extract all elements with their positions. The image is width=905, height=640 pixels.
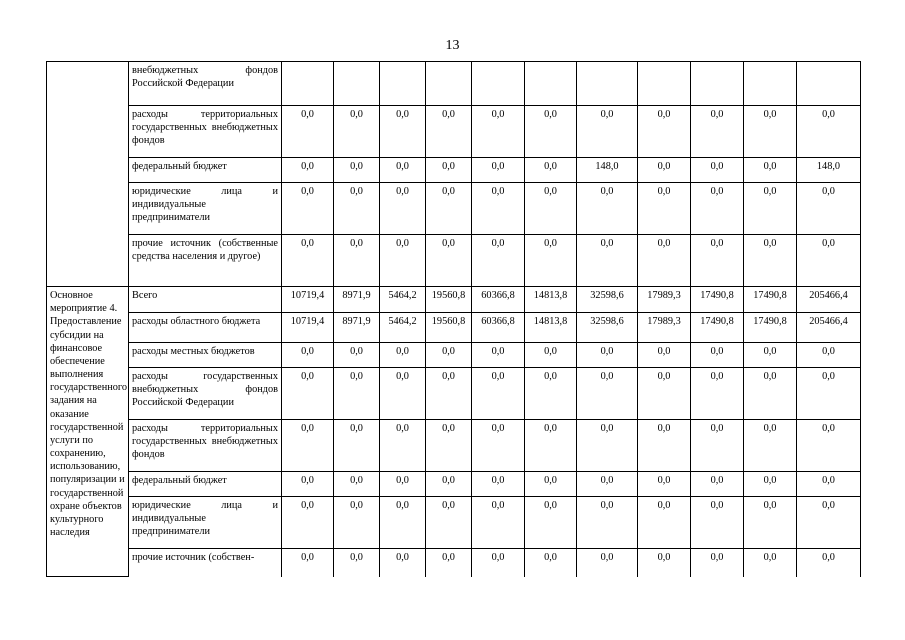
value-cell: 0,0 bbox=[334, 420, 380, 472]
value-cell: 8971,9 bbox=[334, 313, 380, 343]
value-cell: 0,0 bbox=[525, 235, 577, 287]
value-cell: 0,0 bbox=[638, 235, 691, 287]
funding-source-cell: расходы областного бюджета bbox=[129, 313, 282, 343]
value-cell: 17490,8 bbox=[744, 287, 797, 313]
event-cell: Основное мероприятие 4. Предоставление субсидии на финансовое обеспечение выполнения государственного задания на оказание государственной услуги по сохранению, использованию, популяризации и государственной охране объектов культурного наследия bbox=[47, 287, 129, 577]
funding-source-cell: прочие источник (собственные средства населения и другое) bbox=[129, 235, 282, 287]
value-cell: 0,0 bbox=[282, 549, 334, 577]
value-cell: 0,0 bbox=[797, 497, 861, 549]
value-cell: 148,0 bbox=[577, 158, 638, 183]
value-cell: 0,0 bbox=[282, 420, 334, 472]
value-cell: 0,0 bbox=[472, 106, 525, 158]
value-cell: 205466,4 bbox=[797, 313, 861, 343]
value-cell bbox=[691, 62, 744, 106]
table-row bbox=[47, 497, 861, 549]
value-cell: 0,0 bbox=[797, 106, 861, 158]
value-cell: 0,0 bbox=[744, 158, 797, 183]
value-cell bbox=[334, 62, 380, 106]
value-cell: 0,0 bbox=[472, 368, 525, 420]
value-cell bbox=[525, 62, 577, 106]
value-cell: 0,0 bbox=[380, 343, 426, 368]
value-cell: 0,0 bbox=[797, 235, 861, 287]
value-cell: 0,0 bbox=[380, 420, 426, 472]
value-cell: 0,0 bbox=[282, 368, 334, 420]
funding-source-cell: Всего bbox=[129, 287, 282, 313]
funding-source-cell: расходы государственных внебюджетных фондов Российской Федерации bbox=[129, 368, 282, 420]
value-cell: 0,0 bbox=[577, 343, 638, 368]
value-cell: 19560,8 bbox=[426, 287, 472, 313]
value-cell: 0,0 bbox=[691, 106, 744, 158]
value-cell: 0,0 bbox=[472, 497, 525, 549]
value-cell: 0,0 bbox=[426, 343, 472, 368]
value-cell: 0,0 bbox=[797, 420, 861, 472]
value-cell: 0,0 bbox=[282, 343, 334, 368]
value-cell: 17490,8 bbox=[744, 313, 797, 343]
value-cell: 0,0 bbox=[691, 472, 744, 497]
value-cell: 0,0 bbox=[744, 549, 797, 577]
table-row bbox=[47, 62, 861, 106]
value-cell: 0,0 bbox=[426, 368, 472, 420]
table-row bbox=[47, 343, 861, 368]
value-cell: 0,0 bbox=[426, 420, 472, 472]
table-row bbox=[47, 287, 861, 313]
value-cell: 0,0 bbox=[380, 183, 426, 235]
value-cell: 0,0 bbox=[638, 343, 691, 368]
table-row bbox=[47, 368, 861, 420]
funding-source-cell: расходы местных бюджетов bbox=[129, 343, 282, 368]
value-cell bbox=[638, 62, 691, 106]
funding-source-cell: прочие источник (собствен- bbox=[129, 549, 282, 577]
value-cell: 17989,3 bbox=[638, 287, 691, 313]
value-cell: 0,0 bbox=[472, 158, 525, 183]
value-cell: 0,0 bbox=[577, 106, 638, 158]
value-cell: 0,0 bbox=[577, 549, 638, 577]
value-cell: 0,0 bbox=[426, 235, 472, 287]
funding-source-cell: внебюджетных фондов Российской Федерации bbox=[129, 62, 282, 106]
value-cell: 0,0 bbox=[691, 235, 744, 287]
value-cell: 0,0 bbox=[334, 158, 380, 183]
value-cell: 0,0 bbox=[577, 472, 638, 497]
value-cell: 0,0 bbox=[577, 183, 638, 235]
value-cell: 0,0 bbox=[380, 106, 426, 158]
value-cell: 0,0 bbox=[334, 343, 380, 368]
value-cell: 0,0 bbox=[525, 472, 577, 497]
value-cell: 0,0 bbox=[525, 158, 577, 183]
value-cell: 0,0 bbox=[472, 472, 525, 497]
value-cell: 0,0 bbox=[472, 343, 525, 368]
value-cell: 0,0 bbox=[472, 235, 525, 287]
value-cell: 32598,6 bbox=[577, 287, 638, 313]
value-cell: 0,0 bbox=[638, 106, 691, 158]
value-cell: 0,0 bbox=[334, 183, 380, 235]
funding-source-cell: юридические лица и индивидуальные предприниматели bbox=[129, 183, 282, 235]
value-cell: 60366,8 bbox=[472, 287, 525, 313]
value-cell: 0,0 bbox=[472, 183, 525, 235]
value-cell: 0,0 bbox=[282, 106, 334, 158]
value-cell: 0,0 bbox=[426, 106, 472, 158]
value-cell: 0,0 bbox=[282, 158, 334, 183]
table-row bbox=[47, 158, 861, 183]
value-cell: 0,0 bbox=[525, 183, 577, 235]
value-cell: 205466,4 bbox=[797, 287, 861, 313]
value-cell: 0,0 bbox=[638, 549, 691, 577]
value-cell: 0,0 bbox=[638, 158, 691, 183]
table-row bbox=[47, 472, 861, 497]
value-cell: 19560,8 bbox=[426, 313, 472, 343]
value-cell: 0,0 bbox=[638, 368, 691, 420]
funding-source-cell: расходы территориальных государственных внебюджетных фондов bbox=[129, 106, 282, 158]
value-cell: 0,0 bbox=[744, 235, 797, 287]
value-cell: 0,0 bbox=[426, 472, 472, 497]
value-cell: 0,0 bbox=[577, 420, 638, 472]
value-cell: 0,0 bbox=[380, 497, 426, 549]
value-cell: 17989,3 bbox=[638, 313, 691, 343]
value-cell: 17490,8 bbox=[691, 287, 744, 313]
value-cell: 0,0 bbox=[282, 497, 334, 549]
value-cell: 0,0 bbox=[525, 343, 577, 368]
value-cell: 0,0 bbox=[797, 343, 861, 368]
value-cell: 0,0 bbox=[638, 497, 691, 549]
value-cell: 0,0 bbox=[744, 497, 797, 549]
value-cell: 0,0 bbox=[638, 472, 691, 497]
value-cell: 0,0 bbox=[334, 549, 380, 577]
table-row bbox=[47, 235, 861, 287]
value-cell: 0,0 bbox=[380, 368, 426, 420]
value-cell: 0,0 bbox=[744, 368, 797, 420]
event-cell bbox=[47, 62, 129, 287]
table-row bbox=[47, 420, 861, 472]
funding-source-cell: федеральный бюджет bbox=[129, 158, 282, 183]
value-cell: 0,0 bbox=[744, 420, 797, 472]
value-cell: 0,0 bbox=[472, 420, 525, 472]
value-cell bbox=[797, 62, 861, 106]
value-cell: 0,0 bbox=[525, 106, 577, 158]
value-cell: 8971,9 bbox=[334, 287, 380, 313]
value-cell: 0,0 bbox=[380, 549, 426, 577]
value-cell bbox=[426, 62, 472, 106]
value-cell bbox=[282, 62, 334, 106]
budget-table bbox=[46, 61, 861, 577]
value-cell: 0,0 bbox=[691, 158, 744, 183]
value-cell: 14813,8 bbox=[525, 313, 577, 343]
value-cell: 0,0 bbox=[797, 368, 861, 420]
value-cell: 148,0 bbox=[797, 158, 861, 183]
value-cell: 0,0 bbox=[525, 368, 577, 420]
value-cell: 0,0 bbox=[334, 497, 380, 549]
value-cell: 0,0 bbox=[282, 183, 334, 235]
table-row bbox=[47, 183, 861, 235]
value-cell: 0,0 bbox=[426, 549, 472, 577]
value-cell: 0,0 bbox=[380, 472, 426, 497]
value-cell: 0,0 bbox=[282, 472, 334, 497]
value-cell: 17490,8 bbox=[691, 313, 744, 343]
value-cell: 60366,8 bbox=[472, 313, 525, 343]
value-cell: 0,0 bbox=[638, 183, 691, 235]
value-cell: 10719,4 bbox=[282, 313, 334, 343]
table-row bbox=[47, 313, 861, 343]
budget-table-body bbox=[47, 62, 861, 577]
value-cell: 0,0 bbox=[577, 368, 638, 420]
value-cell: 0,0 bbox=[797, 183, 861, 235]
value-cell: 14813,8 bbox=[525, 287, 577, 313]
value-cell: 0,0 bbox=[577, 235, 638, 287]
page-number: 13 bbox=[445, 38, 460, 53]
value-cell: 0,0 bbox=[426, 158, 472, 183]
value-cell: 0,0 bbox=[744, 183, 797, 235]
value-cell: 0,0 bbox=[380, 158, 426, 183]
value-cell: 5464,2 bbox=[380, 313, 426, 343]
value-cell: 0,0 bbox=[472, 549, 525, 577]
value-cell: 0,0 bbox=[638, 420, 691, 472]
funding-source-cell: расходы территориальных государственных внебюджетных фондов bbox=[129, 420, 282, 472]
value-cell: 0,0 bbox=[744, 106, 797, 158]
value-cell: 0,0 bbox=[577, 497, 638, 549]
value-cell: 0,0 bbox=[691, 420, 744, 472]
value-cell: 0,0 bbox=[282, 235, 334, 287]
value-cell: 0,0 bbox=[334, 472, 380, 497]
funding-source-cell: юридические лица и индивидуальные предприниматели bbox=[129, 497, 282, 549]
value-cell: 0,0 bbox=[380, 235, 426, 287]
table-row bbox=[47, 106, 861, 158]
value-cell: 5464,2 bbox=[380, 287, 426, 313]
value-cell bbox=[744, 62, 797, 106]
value-cell: 0,0 bbox=[691, 183, 744, 235]
value-cell: 0,0 bbox=[334, 235, 380, 287]
value-cell: 0,0 bbox=[426, 183, 472, 235]
value-cell: 0,0 bbox=[691, 497, 744, 549]
value-cell: 0,0 bbox=[525, 497, 577, 549]
value-cell: 0,0 bbox=[691, 549, 744, 577]
value-cell: 0,0 bbox=[691, 368, 744, 420]
value-cell bbox=[380, 62, 426, 106]
value-cell: 0,0 bbox=[744, 343, 797, 368]
value-cell: 0,0 bbox=[334, 106, 380, 158]
table-row bbox=[47, 549, 861, 577]
value-cell bbox=[577, 62, 638, 106]
value-cell: 0,0 bbox=[426, 497, 472, 549]
value-cell: 0,0 bbox=[525, 420, 577, 472]
value-cell: 0,0 bbox=[744, 472, 797, 497]
value-cell: 0,0 bbox=[525, 549, 577, 577]
value-cell: 0,0 bbox=[797, 549, 861, 577]
value-cell bbox=[472, 62, 525, 106]
value-cell: 32598,6 bbox=[577, 313, 638, 343]
value-cell: 0,0 bbox=[334, 368, 380, 420]
value-cell: 10719,4 bbox=[282, 287, 334, 313]
value-cell: 0,0 bbox=[691, 343, 744, 368]
value-cell: 0,0 bbox=[797, 472, 861, 497]
funding-source-cell: федеральный бюджет bbox=[129, 472, 282, 497]
